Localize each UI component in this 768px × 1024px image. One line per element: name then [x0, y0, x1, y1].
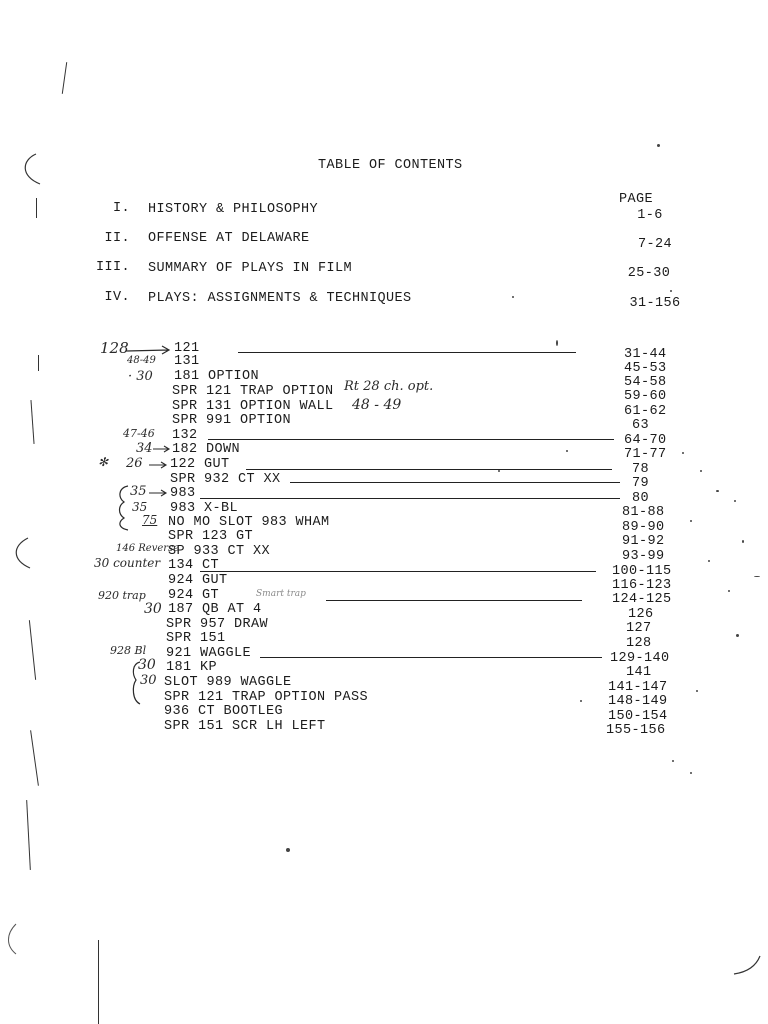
scan-speck: [556, 340, 558, 346]
scan-speck: [754, 576, 760, 577]
section-title: PLAYS: ASSIGNMENTS & TECHNIQUES: [148, 291, 412, 306]
play-label: 983 X-BL: [170, 501, 239, 516]
scan-speck: [286, 848, 290, 852]
scan-speck: [728, 590, 730, 592]
leader-rule: [200, 498, 620, 499]
handwritten-note: Rt 28 ch. opt.: [344, 379, 434, 394]
play-label: 134 CT: [168, 558, 220, 573]
scan-mark: [26, 800, 31, 870]
play-pages: 54-58: [624, 375, 667, 390]
handwritten-note: 35: [132, 500, 148, 514]
play-pages: 81-88: [622, 505, 665, 520]
play-pages: 155-156: [606, 723, 666, 738]
page-column-header: PAGE: [619, 192, 654, 207]
handwritten-note: 34: [136, 441, 153, 456]
play-label: 122 GUT: [170, 457, 230, 472]
scan-speck: [672, 760, 674, 762]
leader-rule: [290, 482, 620, 483]
scan-mark: [730, 950, 764, 980]
handwritten-note: 30: [140, 673, 157, 688]
play-pages: 141-147: [608, 680, 668, 695]
play-label: SPR 151: [166, 631, 226, 646]
section-pages: 31-156: [629, 296, 681, 311]
scan-mark: [2, 920, 22, 960]
play-pages: 59-60: [624, 389, 667, 404]
arrow-icon: [152, 444, 172, 454]
scan-speck: [700, 470, 702, 472]
section-pages: 7-24: [637, 237, 672, 252]
play-pages: 63: [632, 418, 650, 433]
page-title: TABLE OF CONTENTS: [318, 158, 463, 173]
arrow-icon: [148, 488, 170, 498]
scan-mark: [14, 150, 44, 190]
play-pages: 124-125: [612, 592, 672, 607]
scan-speck: [498, 470, 500, 472]
play-pages: 150-154: [608, 709, 668, 724]
play-label: SPR 121 TRAP OPTION PASS: [164, 690, 369, 705]
handwritten-note: 928 Bl: [110, 644, 147, 657]
scan-speck: [682, 452, 684, 454]
scan-mark: [30, 730, 39, 786]
play-label: SPR 121 TRAP OPTION: [172, 384, 334, 399]
section-number: III.: [95, 260, 130, 275]
scan-speck: [736, 634, 739, 637]
scan-speck: [670, 290, 672, 292]
arrow-icon: [148, 460, 170, 470]
handwritten-note: 146 Reverse: [116, 543, 180, 554]
play-label: SPR 131 OPTION WALL: [172, 399, 334, 414]
play-label: 182 DOWN: [172, 442, 241, 457]
play-pages: 127: [626, 621, 652, 636]
section-title: OFFENSE AT DELAWARE: [148, 231, 310, 246]
leader-rule: [260, 657, 602, 658]
play-pages: 129-140: [610, 651, 670, 666]
handwritten-note: 920 trap: [98, 589, 146, 602]
scan-speck: [657, 144, 660, 147]
play-label: SPR 151 SCR LH LEFT: [164, 719, 326, 734]
section-number: IV.: [104, 290, 130, 305]
play-label: NO MO SLOT 983 WHAM: [168, 515, 330, 530]
play-label: 936 CT BOOTLEG: [164, 704, 284, 719]
play-pages: 93-99: [622, 549, 665, 564]
scan-speck: [734, 500, 736, 502]
play-label: SP 933 CT XX: [168, 544, 271, 559]
handwritten-note: Smart trap: [256, 589, 306, 599]
section-title: HISTORY & PHILOSOPHY: [148, 202, 319, 217]
scan-speck: [690, 520, 692, 522]
play-label: 983: [170, 486, 196, 501]
play-pages: 126: [628, 607, 654, 622]
section-pages: 1-6: [637, 208, 663, 223]
leader-rule: [200, 571, 596, 572]
leader-rule: [326, 600, 582, 601]
leader-rule: [208, 439, 614, 440]
scan-speck: [580, 700, 582, 702]
scan-mark: [98, 940, 99, 1024]
play-pages: 141: [626, 665, 652, 680]
scan-mark: [62, 62, 67, 94]
scan-speck: [566, 450, 568, 452]
play-pages: 61-62: [624, 404, 667, 419]
scan-speck: [696, 690, 698, 692]
section-number: I.: [112, 201, 130, 216]
play-pages: 31-44: [624, 347, 667, 362]
scan-mark: [36, 198, 37, 218]
play-label: SPR 991 OPTION: [172, 413, 292, 428]
handwritten-note: 48-49: [127, 355, 156, 366]
play-pages: 100-115: [612, 564, 672, 579]
scan-speck: [690, 772, 692, 774]
handwritten-note: 30: [144, 601, 162, 617]
scan-speck: [708, 560, 710, 562]
scan-speck: [742, 540, 744, 543]
scan-speck: [716, 490, 719, 492]
play-pages: 71-77: [624, 447, 667, 462]
play-label: 132: [172, 428, 198, 443]
section-title: SUMMARY OF PLAYS IN FILM: [148, 261, 353, 276]
handwritten-note: ✻: [98, 455, 109, 469]
leader-rule: [246, 469, 612, 470]
play-label: 924 GT: [168, 588, 220, 603]
leader-rule: [238, 352, 576, 353]
play-pages: 80: [632, 491, 650, 506]
play-label: 921 WAGGLE: [166, 646, 252, 661]
handwritten-note: 47-46: [123, 427, 155, 440]
scan-speck: [512, 296, 514, 298]
play-label: SLOT 989 WAGGLE: [164, 675, 292, 690]
play-label: SPR 957 DRAW: [166, 617, 269, 632]
handwritten-note: 35: [130, 484, 147, 499]
section-pages: 25-30: [627, 266, 671, 281]
play-label: 181 OPTION: [174, 369, 260, 384]
bracket-icon: [114, 484, 130, 532]
handwritten-note: 48 - 49: [352, 397, 402, 413]
play-label: 181 KP: [166, 660, 218, 675]
play-label: 924 GUT: [168, 573, 228, 588]
handwritten-note: 30 counter: [94, 556, 161, 570]
play-pages: 79: [632, 476, 650, 491]
handwritten-note: 30: [138, 657, 156, 673]
play-label: SPR 123 GT: [168, 529, 254, 544]
section-number: II.: [104, 231, 130, 246]
scan-mark: [29, 620, 36, 680]
play-pages: 45-53: [624, 361, 667, 376]
play-pages: 116-123: [612, 578, 672, 593]
play-label: 121: [174, 341, 200, 356]
handwritten-note: 128: [100, 339, 129, 357]
handwritten-note: · 30: [128, 369, 153, 384]
handwritten-note: 75: [142, 513, 158, 527]
play-pages: 89-90: [622, 520, 665, 535]
play-label: 131: [174, 354, 200, 369]
play-pages: 64-70: [624, 433, 667, 448]
scan-mark: [38, 355, 39, 371]
play-label: 187 QB AT 4: [168, 602, 262, 617]
play-pages: 148-149: [608, 694, 668, 709]
scan-mark: [30, 400, 34, 444]
scan-mark: [4, 534, 34, 574]
play-pages: 128: [626, 636, 652, 651]
play-label: SPR 932 CT XX: [170, 472, 281, 487]
play-pages: 78: [632, 462, 650, 477]
handwritten-note: 26: [126, 456, 143, 471]
play-pages: 91-92: [622, 534, 665, 549]
